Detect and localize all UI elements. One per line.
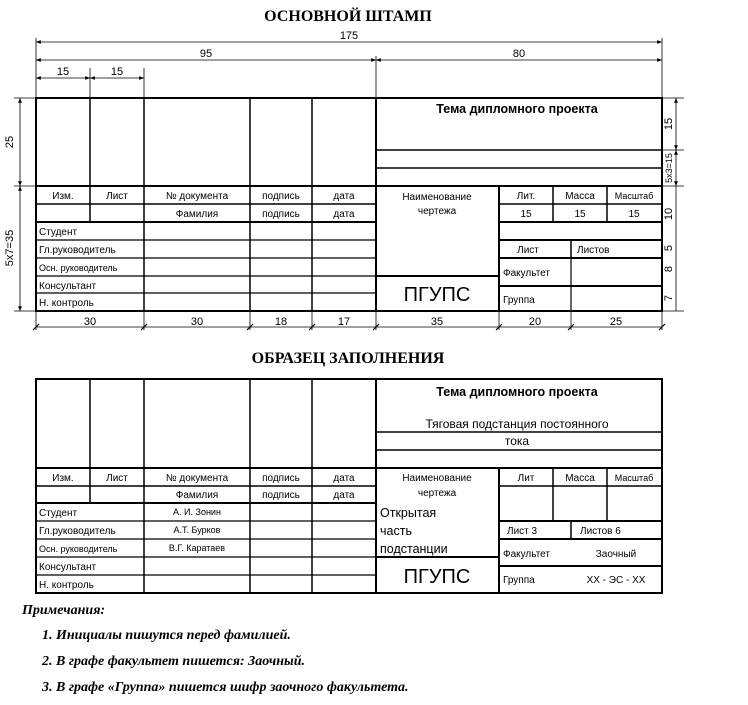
sample-row-main-head: Осн. руководитель <box>39 544 118 554</box>
note-item-2: 2. В графе факультет пишется: Заочный. <box>42 654 306 669</box>
note-item-1: 1. Инициалы пишутся перед фамилией. <box>42 628 291 643</box>
dim-bottom-7: 25 <box>609 316 623 328</box>
dim-height-5: 5 <box>663 244 675 252</box>
sample-row-student: Студент <box>39 508 78 519</box>
sample-sheet: Лист 3 <box>507 526 538 537</box>
sample-title: ОБРАЗЕЦ ЗАПОЛНЕНИЯ <box>251 350 445 367</box>
stamp-sheets: Листов <box>577 245 610 256</box>
sample-org: ПГУПС <box>403 566 471 588</box>
sample-topic-value-2: тока <box>504 434 530 448</box>
sample-col-sign: подпись <box>262 473 300 484</box>
sample-row-head: Гл.руководитель <box>39 526 116 537</box>
sample-faculty-value: Заочный <box>595 549 637 560</box>
main-title: ОСНОВНОЙ ШТАМП <box>264 8 432 25</box>
stamp-drawing-name-1: Наименование <box>402 192 472 203</box>
stamp-row-head: Гл.руководитель <box>39 245 116 256</box>
stamp-row-main-head: Осн. руководитель <box>39 263 118 273</box>
sample-group-value: ХХ - ЭС - ХХ <box>586 575 646 586</box>
stamp-scale: Масштаб <box>614 191 654 201</box>
stamp-mass: Масса <box>565 191 595 202</box>
sample-drawing-value-2: часть <box>380 524 412 538</box>
dim-total: 175 <box>339 30 359 42</box>
stamp-lit-value: 15 <box>520 209 532 220</box>
dim-col2: 15 <box>110 66 124 78</box>
notes-title: Примечания: <box>22 603 106 618</box>
stamp-drawing-name-2: чертежа <box>417 206 457 217</box>
stamp-col-sign2: подпись <box>262 209 300 220</box>
dim-height-left: 5x7=35 <box>4 229 16 267</box>
sample-col-list: Лист <box>106 473 128 484</box>
sample-topic: Тема дипломного проекта <box>436 385 598 399</box>
stamp-lit: Лит. <box>516 191 536 202</box>
sample-lit: Лит <box>517 473 535 484</box>
dim-bottom-1: 30 <box>83 316 97 328</box>
sample-col-surname: Фамилия <box>175 490 219 501</box>
stamp-scale-value: 15 <box>628 209 640 220</box>
stamp-col-list: Лист <box>106 191 128 202</box>
sample-faculty: Факультет <box>503 549 550 560</box>
stamp-row-consult: Консультант <box>39 281 97 292</box>
sample-drawing-value-1: Открытая <box>380 506 437 520</box>
sample-student-name: А. И. Зонин <box>173 507 221 517</box>
dim-height-8: 8 <box>663 265 675 273</box>
sample-col-date: дата <box>333 473 355 484</box>
stamp-faculty: Факультет <box>503 268 550 279</box>
sample-group: Группа <box>503 575 535 586</box>
stamp-group: Группа <box>503 295 535 306</box>
sample-sheets: Листов 6 <box>580 526 621 537</box>
stamp-row-control: Н. контроль <box>39 298 94 309</box>
stamp-mass-value: 15 <box>574 209 586 220</box>
sample-mass: Масса <box>565 473 595 484</box>
sample-col-date2: дата <box>333 490 355 501</box>
stamp-grid <box>36 98 662 311</box>
sample-scale: Масштаб <box>614 473 654 483</box>
stamp-org: ПГУПС <box>403 284 471 306</box>
dim-height-7: 7 <box>663 294 675 302</box>
sample-main-head-name: В.Г. Каратаев <box>168 543 226 553</box>
sample-drawing-value-3: подстанции <box>380 542 448 556</box>
dim-bottom-6: 20 <box>528 316 542 328</box>
stamp-col-date: дата <box>333 191 355 202</box>
sample-topic-value-1: Тяговая подстанция постоянного <box>425 417 609 431</box>
top-dimensions <box>36 38 662 98</box>
dim-bottom-4: 17 <box>337 316 351 328</box>
dim-col1: 15 <box>56 66 70 78</box>
sample-head-name: А.Т. Бурков <box>173 525 221 535</box>
stamp-col-sign: подпись <box>262 191 300 202</box>
dim-height-5x3: 5x3=15 <box>664 153 674 183</box>
sample-row-control: Н. контроль <box>39 580 94 591</box>
dim-height-top: 25 <box>4 135 16 149</box>
sample-col-izm: Изм. <box>52 473 74 484</box>
stamp-col-doc: № документа <box>165 191 229 202</box>
note-item-3: 3. В графе «Группа» пишется шифр заочного факультета. <box>42 680 409 695</box>
stamp-row-student: Студент <box>39 227 78 238</box>
sample-col-sign2: подпись <box>262 490 300 501</box>
stamp-col-izm: Изм. <box>52 191 74 202</box>
dim-right: 80 <box>512 48 526 60</box>
sample-drawing-name-2: чертежа <box>417 488 457 499</box>
dim-left: 95 <box>199 48 213 60</box>
dim-height-10: 10 <box>663 207 675 221</box>
stamp-col-surname: Фамилия <box>175 209 219 220</box>
dim-height-top-right: 15 <box>663 117 675 131</box>
stamp-sheet: Лист <box>517 245 539 256</box>
dim-bottom-5: 35 <box>430 316 444 328</box>
sample-grid <box>36 379 662 593</box>
sample-col-doc: № документа <box>165 473 229 484</box>
dim-bottom-3: 18 <box>274 316 288 328</box>
dim-bottom-2: 30 <box>190 316 204 328</box>
sample-drawing-name-1: Наименование <box>402 473 472 484</box>
stamp-topic: Тема дипломного проекта <box>436 102 598 116</box>
stamp-col-date2: дата <box>333 209 355 220</box>
sample-row-consult: Консультант <box>39 562 97 573</box>
